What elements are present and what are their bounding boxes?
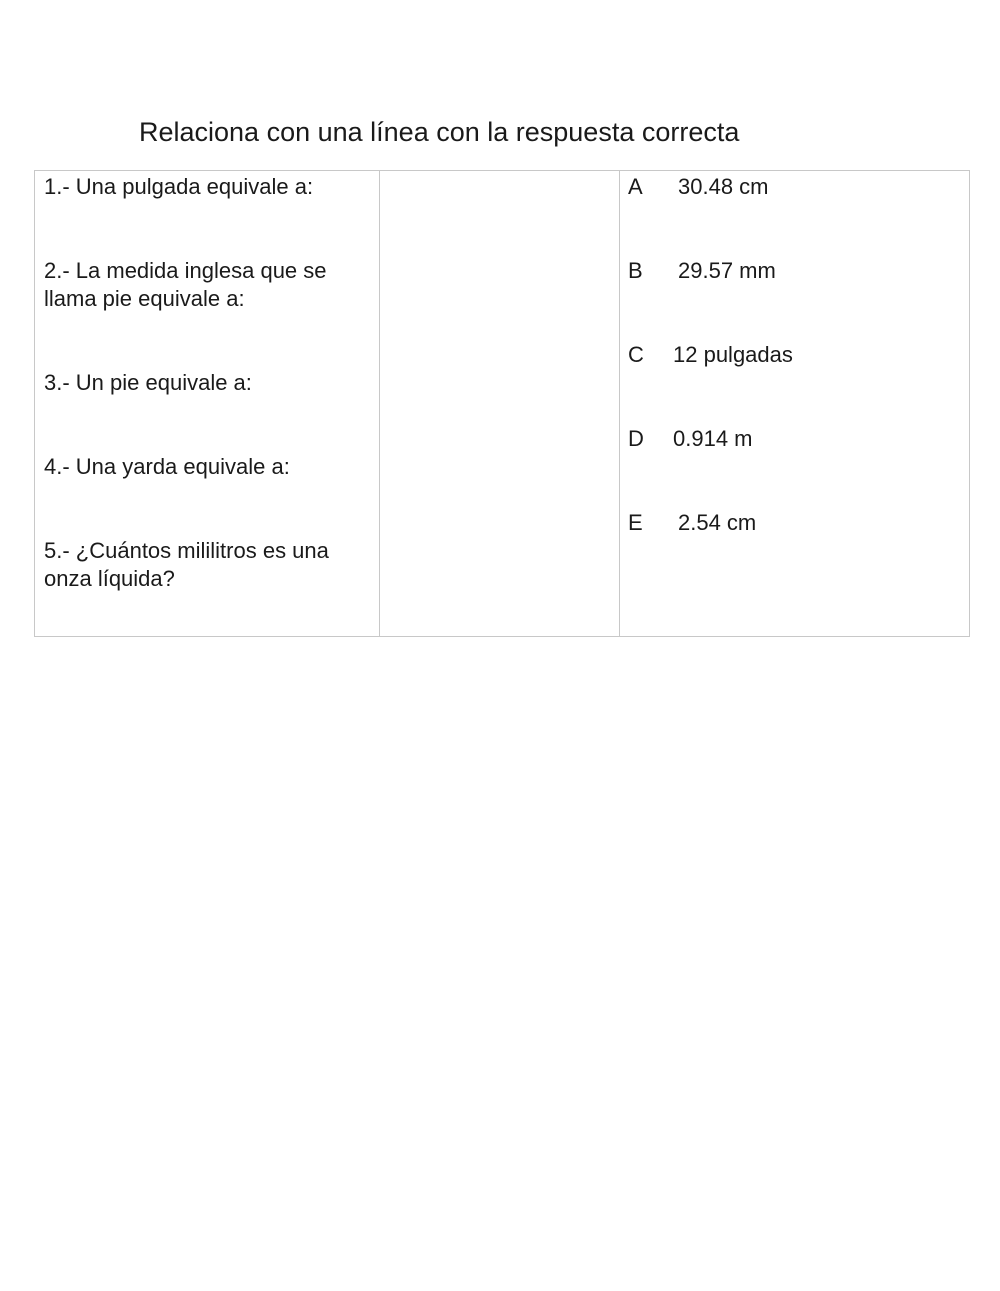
answer-d: [628, 425, 753, 453]
answer-a: [628, 173, 769, 201]
answer-letter: D: [628, 426, 644, 451]
column-divider: [379, 171, 380, 636]
question-4: 4.- Una yarda equivale a:: [44, 454, 290, 479]
answer-b: [628, 257, 776, 285]
answer-value: 30.48 cm: [678, 174, 769, 199]
column-divider: [619, 171, 620, 636]
answer-c: [628, 341, 793, 369]
answer-value: 0.914 m: [673, 426, 753, 451]
answer-value: 12 pulgadas: [673, 342, 793, 367]
answer-letter: A: [628, 174, 643, 199]
answer-value: 2.54 cm: [678, 510, 757, 535]
page-title: Relaciona con una línea con la respuesta correcta: [139, 117, 740, 147]
question-3: 3.- Un pie equivale a:: [44, 370, 252, 395]
matching-table: [34, 170, 970, 637]
question-1: 1.- Una pulgada equivale a:: [44, 174, 314, 199]
answer-value: 29.57 mm: [678, 258, 776, 283]
answer-letter: E: [628, 510, 643, 535]
answer-letter: C: [628, 342, 644, 367]
answer-e: [628, 509, 756, 537]
question-5: 5.- ¿Cuántos mililitros es una onza líquida?: [44, 538, 329, 591]
question-2: 2.- La medida inglesa que se llama pie equivale a:: [44, 258, 327, 311]
answer-letter: B: [628, 258, 643, 283]
